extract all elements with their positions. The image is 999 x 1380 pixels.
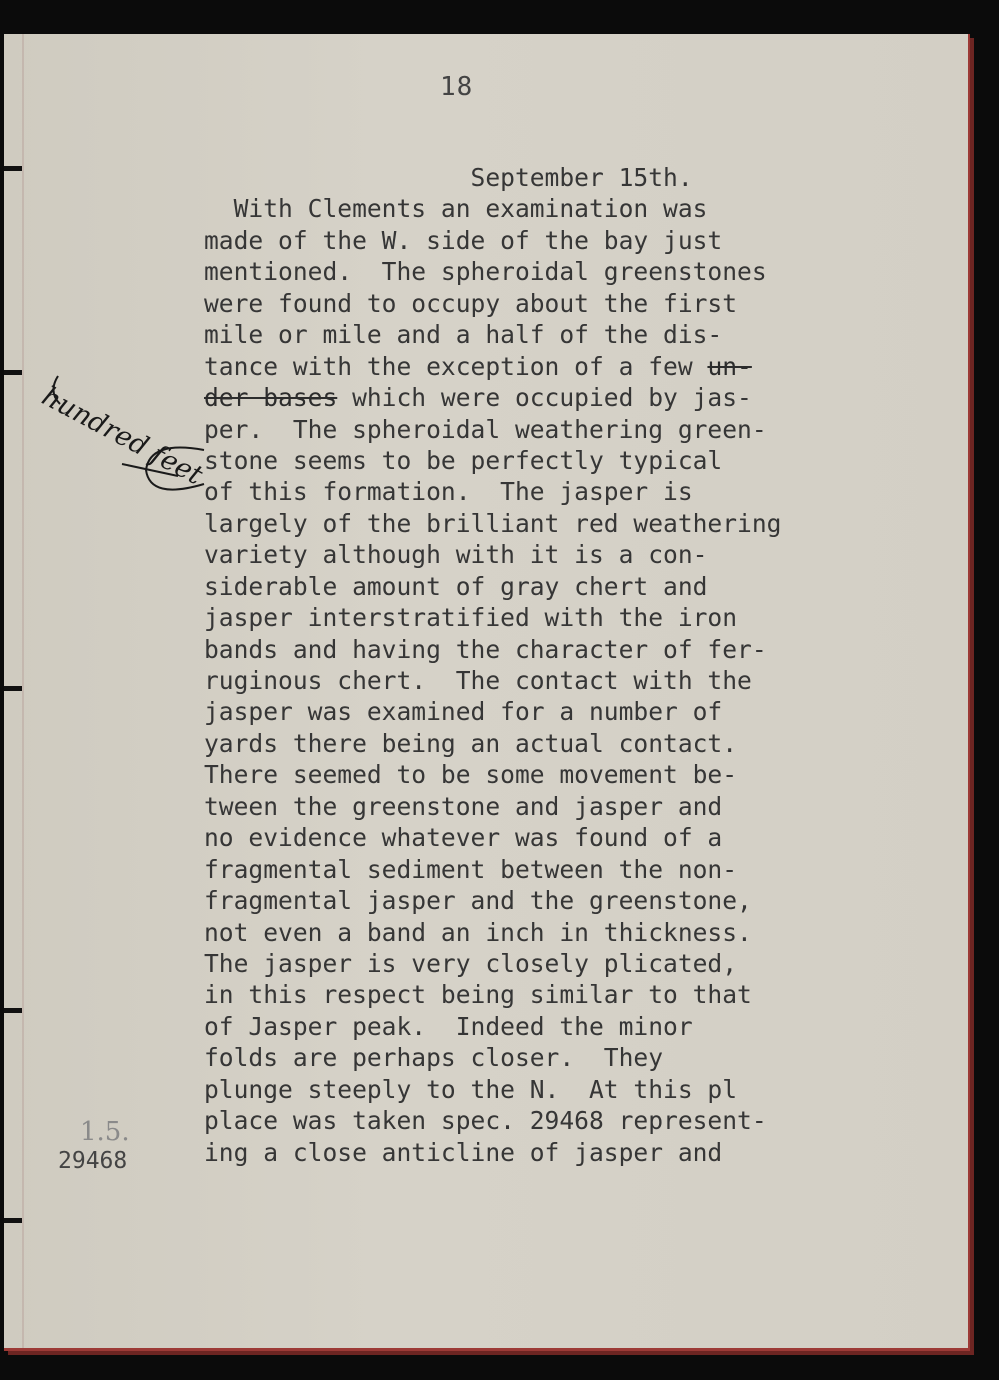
struck-text: un- bbox=[707, 351, 752, 381]
line-text: fragmental sediment between the non- bbox=[204, 854, 738, 884]
line-text: mile or mile and a half of the dis- bbox=[204, 320, 723, 350]
binding-mark bbox=[4, 1008, 22, 1013]
text-line bbox=[204, 571, 964, 602]
text-line bbox=[204, 602, 964, 633]
line-text: ing a close anticline of jasper and bbox=[204, 1137, 723, 1167]
struck-text: der bases bbox=[204, 383, 338, 413]
text-line bbox=[204, 225, 964, 256]
pencil-margin-mark: 1.5. bbox=[80, 1117, 130, 1147]
line-text: folds are perhaps closer. They bbox=[204, 1043, 664, 1073]
text-line bbox=[204, 917, 964, 948]
line-text: variety although with it is a con- bbox=[204, 540, 708, 570]
hundred-feet-note: hundred feet bbox=[36, 380, 208, 492]
line-text: There seemed to be some movement be- bbox=[204, 760, 738, 790]
line-text: jasper interstratified with the iron bbox=[204, 603, 738, 633]
line-text: mentioned. The spheroidal greenstones bbox=[204, 257, 767, 287]
text-line bbox=[204, 162, 964, 193]
text-line bbox=[204, 696, 964, 727]
line-text: no evidence whatever was found of a bbox=[204, 823, 723, 853]
line-text: which were occupied by jas- bbox=[337, 383, 752, 413]
text-line bbox=[204, 288, 964, 319]
text-line bbox=[204, 665, 964, 696]
text-line bbox=[204, 508, 964, 539]
text-line bbox=[204, 414, 964, 445]
line-text: The jasper is very closely plicated, bbox=[204, 948, 738, 978]
text-line bbox=[204, 445, 964, 476]
line-text: in this respect being similar to that bbox=[204, 980, 752, 1010]
line-text: were found to occupy about the first bbox=[204, 288, 738, 318]
binding-mark bbox=[4, 1218, 22, 1223]
line-text: jasper was examined for a number of bbox=[204, 697, 723, 727]
line-text: made of the W. side of the bay just bbox=[204, 225, 723, 255]
line-text: bands and having the character of fer- bbox=[204, 634, 767, 664]
margin-rule bbox=[22, 34, 24, 1348]
line-text: of this formation. The jasper is bbox=[204, 477, 693, 507]
line-text: stone seems to be perfectly typical bbox=[204, 445, 723, 475]
text-line bbox=[204, 351, 964, 382]
margin-spec-number: 29468 bbox=[58, 1148, 128, 1174]
text-line bbox=[204, 1074, 964, 1105]
text-line bbox=[204, 759, 964, 790]
binding-mark bbox=[4, 370, 22, 375]
text-line bbox=[204, 319, 964, 350]
text-line bbox=[204, 1011, 964, 1042]
text-line bbox=[204, 1137, 964, 1168]
text-line bbox=[204, 854, 964, 885]
text-line bbox=[204, 728, 964, 759]
text-line bbox=[204, 885, 964, 916]
text-line bbox=[204, 256, 964, 287]
line-text: With Clements an examination was bbox=[204, 194, 708, 224]
text-line bbox=[204, 193, 964, 224]
text-line bbox=[204, 1105, 964, 1136]
text-line bbox=[204, 822, 964, 853]
line-text: fragmental jasper and the greenstone, bbox=[204, 886, 752, 916]
line-text: of Jasper peak. Indeed the minor bbox=[204, 1011, 693, 1041]
binding-mark bbox=[4, 166, 22, 171]
text-line bbox=[204, 539, 964, 570]
line-text: ruginous chert. The contact with the bbox=[204, 666, 752, 695]
text-line bbox=[204, 382, 964, 413]
line-text: September 15th. bbox=[204, 163, 693, 192]
text-line bbox=[204, 948, 964, 979]
text-line bbox=[204, 979, 964, 1010]
line-text: largely of the brilliant red weathering bbox=[204, 508, 782, 538]
line-text: plunge steeply to the N. At this pl bbox=[204, 1074, 738, 1104]
text-line bbox=[204, 634, 964, 665]
binding-mark bbox=[4, 686, 22, 691]
text-line bbox=[204, 476, 964, 507]
line-text: yards there being an actual contact. bbox=[204, 728, 738, 758]
line-text: place was taken spec. 29468 represent- bbox=[204, 1106, 767, 1136]
line-text: per. The spheroidal weathering green- bbox=[204, 414, 767, 444]
text-line bbox=[204, 1042, 964, 1073]
text-line bbox=[204, 791, 964, 822]
typed-body-text bbox=[204, 162, 964, 1168]
line-text: siderable amount of gray chert and bbox=[204, 571, 708, 601]
line-text: tween the greenstone and jasper and bbox=[204, 791, 723, 821]
line-text: tance with the exception of a few bbox=[204, 351, 708, 381]
line-text: not even a band an inch in thickness. bbox=[204, 917, 752, 947]
page-number: 18 bbox=[440, 72, 474, 102]
